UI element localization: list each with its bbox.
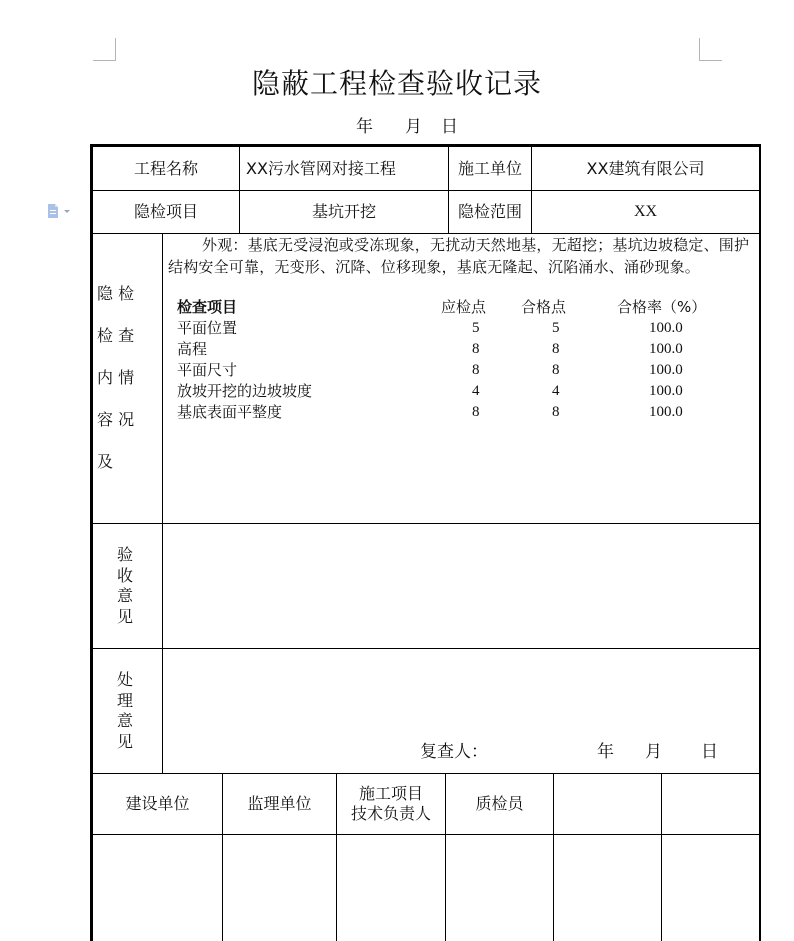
inspection-side-label-5: 及 bbox=[97, 452, 114, 471]
reviewer-label: 复查人： bbox=[420, 742, 488, 762]
check-rate: 100.0 bbox=[649, 362, 683, 378]
check-required: 4 bbox=[472, 383, 480, 399]
check-item: 平面位置 bbox=[177, 319, 238, 337]
check-passed: 8 bbox=[552, 362, 560, 378]
check-required: 5 bbox=[472, 320, 480, 336]
crop-mark-top-left bbox=[93, 38, 116, 61]
project-name-label: 工程名称 bbox=[133, 158, 198, 178]
signature-cell-tech-lead[interactable] bbox=[337, 835, 445, 941]
check-rate: 100.0 bbox=[649, 341, 683, 357]
item-value: 基坑开挖 bbox=[311, 202, 376, 221]
crop-mark-top-right bbox=[699, 38, 722, 61]
review-year: 年 bbox=[597, 742, 614, 762]
col-header-item: 检查项目 bbox=[177, 298, 238, 316]
check-item: 基底表面平整度 bbox=[177, 403, 283, 421]
check-rate: 100.0 bbox=[649, 383, 683, 399]
check-passed: 5 bbox=[552, 320, 560, 336]
check-rate: 100.0 bbox=[649, 320, 683, 336]
check-passed: 8 bbox=[552, 404, 560, 420]
check-item: 高程 bbox=[177, 340, 208, 358]
contractor-label: 施工单位 bbox=[457, 158, 522, 178]
acceptance-label: 验 收 意 见 bbox=[116, 545, 133, 626]
date-month: 月 bbox=[405, 117, 422, 137]
tech-lead-label: 施工项目 技术负责人 bbox=[350, 784, 431, 823]
signature-cell-quality-inspector[interactable] bbox=[446, 835, 553, 941]
quality-inspector-label: 质检员 bbox=[475, 794, 524, 813]
construction-unit-label: 建设单位 bbox=[125, 794, 190, 813]
date-day: 日 bbox=[441, 117, 458, 137]
check-required: 8 bbox=[472, 341, 480, 357]
review-day: 日 bbox=[701, 742, 718, 762]
inspection-side-label-4: 容 况 bbox=[97, 410, 135, 429]
acceptance-opinion-area[interactable] bbox=[163, 524, 759, 648]
scope-label: 隐检范围 bbox=[457, 202, 522, 221]
inspection-description: 外观：基底无受浸泡或受冻现象，无扰动天然地基，无超挖；基坑边坡稳定、围护结构安全可靠，无变形、沉降、位移现象，基底无隆起、沉陷涌水、涌砂现象。 bbox=[168, 236, 750, 276]
document-title: 隐蔽工程检查验收记录 bbox=[251, 67, 542, 100]
check-item: 放坡开挖的边坡坡度 bbox=[177, 382, 313, 400]
inspection-side-label-2: 检 查 bbox=[97, 326, 135, 345]
project-name-value: XX污水管网对接工程 bbox=[246, 158, 396, 178]
contractor-value: XX建筑有限公司 bbox=[586, 158, 705, 178]
item-label: 隐检项目 bbox=[133, 202, 198, 221]
document-icon[interactable] bbox=[47, 204, 71, 218]
check-required: 8 bbox=[472, 362, 480, 378]
check-item: 平面尺寸 bbox=[177, 361, 238, 379]
check-passed: 4 bbox=[552, 383, 560, 399]
inspection-side-label-3: 内 情 bbox=[97, 368, 135, 387]
col-header-required: 应检点 bbox=[441, 298, 487, 316]
date-year: 年 bbox=[356, 117, 373, 137]
handling-label: 处 理 意 见 bbox=[116, 670, 133, 751]
col-header-passed: 合格点 bbox=[521, 298, 567, 316]
supervision-unit-label: 监理单位 bbox=[247, 794, 312, 813]
inspection-side-label-1: 隐 检 bbox=[97, 284, 135, 303]
handling-opinion-area[interactable] bbox=[163, 649, 759, 739]
signature-cell-construction-unit[interactable] bbox=[93, 835, 222, 941]
review-month: 月 bbox=[645, 742, 662, 762]
signature-cell-supervision-unit[interactable] bbox=[223, 835, 336, 941]
check-required: 8 bbox=[472, 404, 480, 420]
check-passed: 8 bbox=[552, 341, 560, 357]
scope-value: XX bbox=[633, 203, 658, 220]
col-header-rate: 合格率（%） bbox=[617, 298, 707, 316]
check-rate: 100.0 bbox=[649, 404, 683, 420]
